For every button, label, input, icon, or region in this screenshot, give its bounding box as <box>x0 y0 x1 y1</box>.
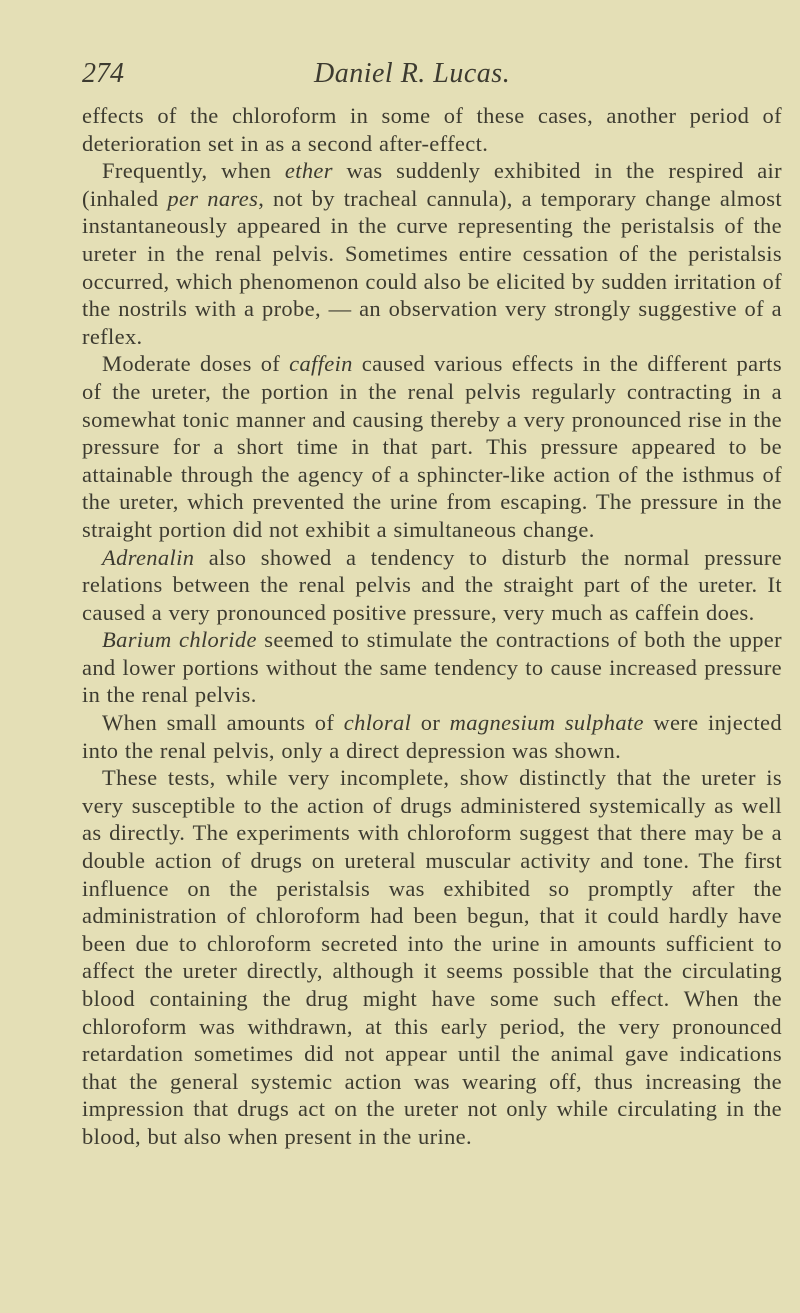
paragraph-text: also showed a tendency to disturb the normal pressure relations between the renal pelvis and the straight part of the ureter. It caused a very pronounced positive pressure, very much as caffein does. <box>82 544 782 625</box>
italic-term-caffein: caffein <box>289 351 353 377</box>
italic-term-ether: ether <box>284 158 333 184</box>
paragraph-text: Frequently, when <box>102 158 285 184</box>
paragraph-text: These tests, while very incomplete, show distinctly that the ureter is very susceptible to the action of drugs administered systemically as well as directly. The experiments with chloroform suggest that there may be a double action of drugs on ureteral muscular activity and tone. The first influence on the peristalsis was exhibited so promptly after the administration of chloroform had been begun, that it could hardly have been due to chloroform secreted into the urine in amounts sufficient to affect the ureter directly, although it seems possible that the circulating blood containing the drug might have some such effect. When the chloroform was withdrawn, at this early period, the very pronounced retardation sometimes did not appear until the animal gave indications that the general systemic action was wearing off, thus increasing the impression that drugs act on the ureter not only while circulating in the blood, but also when present in the urine. <box>82 765 782 1149</box>
body-text <box>82 102 782 1151</box>
paragraph-chloral <box>82 709 782 764</box>
paragraph-text: were injected into the renal pelvis, only a direct depression was shown. <box>82 710 782 763</box>
paragraph-ether <box>82 157 782 350</box>
paragraph-text: , not by tracheal cannula), a temporary change almost instantaneously appeared in the curve representing the peristalsis of the ureter in the renal pelvis. Sometimes entire cessation of the peristalsis occurred, which phenomenon could also be elicited by sudden irritation of the nostrils with a probe, — an observation very strongly suggestive of a reflex. <box>82 185 782 349</box>
italic-term-chloral: chloral <box>343 710 412 736</box>
paragraph-text: effects of the chloroform in some of these cases, another period of deterioration set in as a second after-effect. <box>82 103 782 156</box>
italic-term-magnesium-sulphate: magnesium sulphate <box>449 710 644 736</box>
paragraph-text: When small amounts of <box>102 710 344 736</box>
page-header <box>82 58 782 102</box>
italic-term-per-nares: per nares <box>167 185 259 211</box>
paragraph-continuation <box>82 102 782 157</box>
paragraph-text: or <box>411 710 450 736</box>
italic-term-barium-chloride: Barium chloride <box>102 627 257 653</box>
running-head: Daniel R. Lucas. <box>314 58 511 89</box>
paragraph-barium-chloride <box>82 626 782 709</box>
book-page <box>82 58 782 1151</box>
paragraph-adrenalin <box>82 544 782 627</box>
paragraph-text: caused various effects in the different parts of the ureter, the portion in the renal pelvis regularly contracting in a somewhat tonic manner and causing thereby a very pronounced rise in the pressure for a short time in that part. This pressure appeared to be attainable through the agency of a sphincter-like action of the isthmus of the ureter, which prevented the urine from escaping. The pressure in the straight portion did not exhibit a simultaneous change. <box>82 351 782 542</box>
page-number: 274 <box>82 58 124 89</box>
paragraph-text: Moderate doses of <box>102 351 290 377</box>
italic-term-adrenalin: Adrenalin <box>102 544 195 570</box>
paragraph-text: was suddenly exhibited in the respired air (inhaled <box>82 158 782 211</box>
paragraph-conclusion <box>82 764 782 1150</box>
paragraph-caffein <box>82 350 782 543</box>
paragraph-text: seemed to stimulate the contractions of both the upper and lower portions without the same tendency to cause increased pressure in the renal pelvis. <box>82 627 782 708</box>
